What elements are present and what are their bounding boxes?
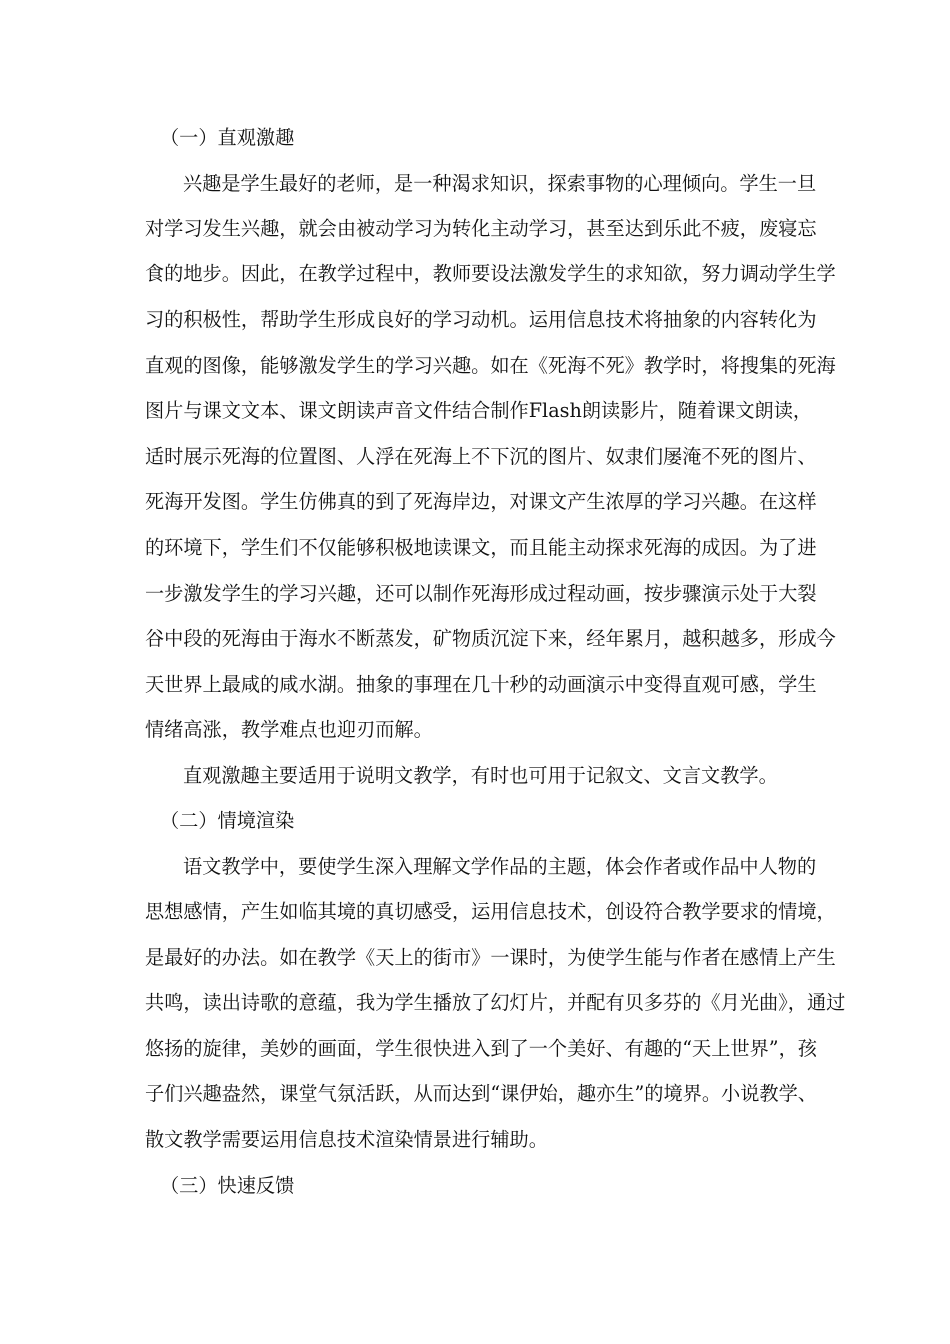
paragraph-line: 一步激发学生的学习兴趣，还可以制作死海形成过程动画，按步骤演示处于大裂	[145, 582, 817, 605]
paragraph-line: 直观的图像，能够激发学生的学习兴趣。如在《死海不死》教学时，将搜集的死海	[145, 354, 836, 377]
section-heading-3: （三）快速反馈	[160, 1174, 295, 1197]
paragraph-line: 子们兴趣盎然，课堂气氛活跃，从而达到“课伊始，趣亦生”的境界。小说教学、	[145, 1082, 817, 1105]
section-heading-2: （二）情境渲染	[160, 809, 295, 832]
paragraph-line: 思想感情，产生如临其境的真切感受，运用信息技术，创设符合教学要求的情境，	[145, 900, 836, 923]
paragraph-line: 食的地步。因此，在教学过程中，教师要设法激发学生的求知欲，努力调动学生学	[145, 262, 836, 285]
paragraph-line: 兴趣是学生最好的老师，是一种渴求知识，探索事物的心理倾向。学生一旦	[183, 172, 817, 195]
paragraph-line: 直观激趣主要适用于说明文教学，有时也可用于记叙文、文言文教学。	[183, 764, 778, 787]
paragraph-line: 的环境下，学生们不仅能够积极地读课文，而且能主动探求死海的成因。为了进	[145, 536, 817, 559]
paragraph-line: 天世界上最咸的咸水湖。抽象的事理在几十秒的动画演示中变得直观可感，学生	[145, 673, 817, 696]
paragraph-line: 对学习发生兴趣，就会由被动学习为转化主动学习，甚至达到乐此不疲，废寝忘	[145, 217, 817, 240]
section-heading-1: （一）直观激趣	[160, 126, 295, 149]
paragraph-line: 谷中段的死海由于海水不断蒸发，矿物质沉淀下来，经年累月，越积越多，形成今	[145, 627, 836, 650]
paragraph-line: 适时展示死海的位置图、人浮在死海上不下沉的图片、奴隶们屡淹不死的图片、	[145, 445, 817, 468]
paragraph-line: 是最好的办法。如在教学《天上的街市》一课时，为使学生能与作者在感情上产生	[145, 946, 836, 969]
paragraph-line: 习的积极性，帮助学生形成良好的学习动机。运用信息技术将抽象的内容转化为	[145, 308, 817, 331]
paragraph-line: 共鸣，读出诗歌的意蕴，我为学生播放了幻灯片，并配有贝多芬的《月光曲》，通过	[145, 991, 846, 1014]
paragraph-line: 死海开发图。学生仿佛真的到了死海岸边，对课文产生浓厚的学习兴趣。在这样	[145, 490, 817, 513]
paragraph-line: 悠扬的旋律，美妙的画面，学生很快进入到了一个美好、有趣的“天上世界”，孩	[145, 1037, 817, 1060]
paragraph-line: 图片与课文文本、课文朗读声音文件结合制作Flash朗读影片，随着课文朗读，	[145, 399, 813, 422]
paragraph-line: 情绪高涨，教学难点也迎刃而解。	[145, 718, 433, 741]
paragraph-line: 散文教学需要运用信息技术渲染情景进行辅助。	[145, 1128, 548, 1151]
paragraph-line: 语文教学中，要使学生深入理解文学作品的主题，体会作者或作品中人物的	[183, 855, 817, 878]
